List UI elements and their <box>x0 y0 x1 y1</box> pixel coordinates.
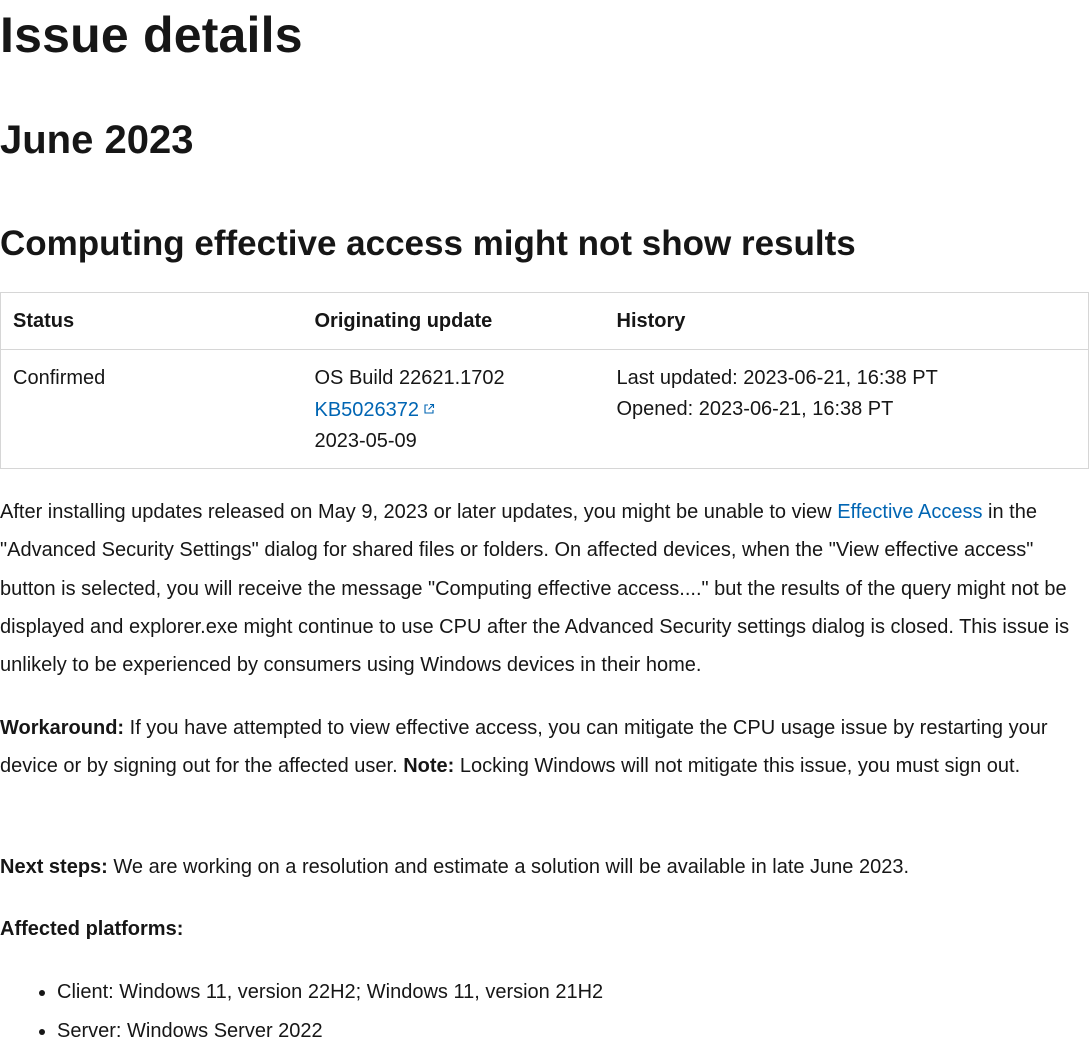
kb-link[interactable]: KB5026372 <box>314 399 420 421</box>
workaround-label: Workaround: <box>0 717 125 739</box>
table-header-row <box>1 293 1089 350</box>
status-column-header: Status <box>1 293 303 350</box>
last-updated: Last updated: 2023-06-21, 16:38 PT <box>616 367 938 389</box>
workaround-paragraph <box>0 709 1085 786</box>
next-steps-paragraph <box>0 848 1085 886</box>
external-link-icon <box>423 394 435 406</box>
affected-platforms-label: Affected platforms: <box>0 918 184 940</box>
list-item: • Server: Windows Server 2022 <box>57 1012 603 1051</box>
os-build: OS Build 22621.1702 <box>314 367 505 389</box>
note-label: Note: <box>403 755 455 778</box>
table-row <box>1 350 1089 469</box>
opened-date: Opened: 2023-06-21, 16:38 PT <box>616 398 894 420</box>
affected-platforms-heading <box>0 910 1085 948</box>
history-cell <box>605 350 1089 469</box>
status-value: Confirmed <box>13 367 106 389</box>
history-column-header: History <box>605 293 1089 350</box>
issue-description <box>0 493 1085 684</box>
update-date: 2023-05-09 <box>314 430 417 452</box>
originating-update-column-header: Originating update <box>303 293 605 350</box>
next-steps-label: Next steps: <box>0 856 108 878</box>
status-cell <box>1 350 303 469</box>
issue-summary-table <box>0 292 1089 469</box>
workaround-text: If you have attempted to view effective access, you can mitigate the CPU usage issue by restarting your device or by signing out for the affected user. <box>0 717 1048 778</box>
issue-title: Computing effective access might not show results <box>0 224 856 263</box>
list-item: • Client: Windows 11, version 22H2; Windows 11, version 21H2 <box>57 973 603 1012</box>
kb-link-line <box>315 394 593 426</box>
month-heading: June 2023 <box>0 118 194 162</box>
note-text: Locking Windows will not mitigate this issue, you must sign out. <box>454 755 1021 778</box>
next-steps-text: We are working on a resolution and estimate a solution will be available in late June 2023. <box>107 856 910 878</box>
page-title: Issue details <box>0 7 303 63</box>
effective-access-link[interactable]: Effective Access <box>837 501 983 523</box>
originating-update-cell <box>303 350 605 469</box>
description-text-before: After installing updates released on May 9, 2023 or later updates, you might be unable to view <box>0 501 838 523</box>
affected-platforms-list <box>0 973 603 1051</box>
description-text-after: in the "Advanced Security Settings" dialog for shared files or folders. On affected devices, when the "View effective access" button is selected, you will receive the message "Computing effective access...." but the results of the query might not be displayed and explorer.exe might continue to use CPU after the Advanced Security settings dialog is closed. This issue is unlikely to be experienced by consumers using Windows devices in their home. <box>0 501 1070 677</box>
